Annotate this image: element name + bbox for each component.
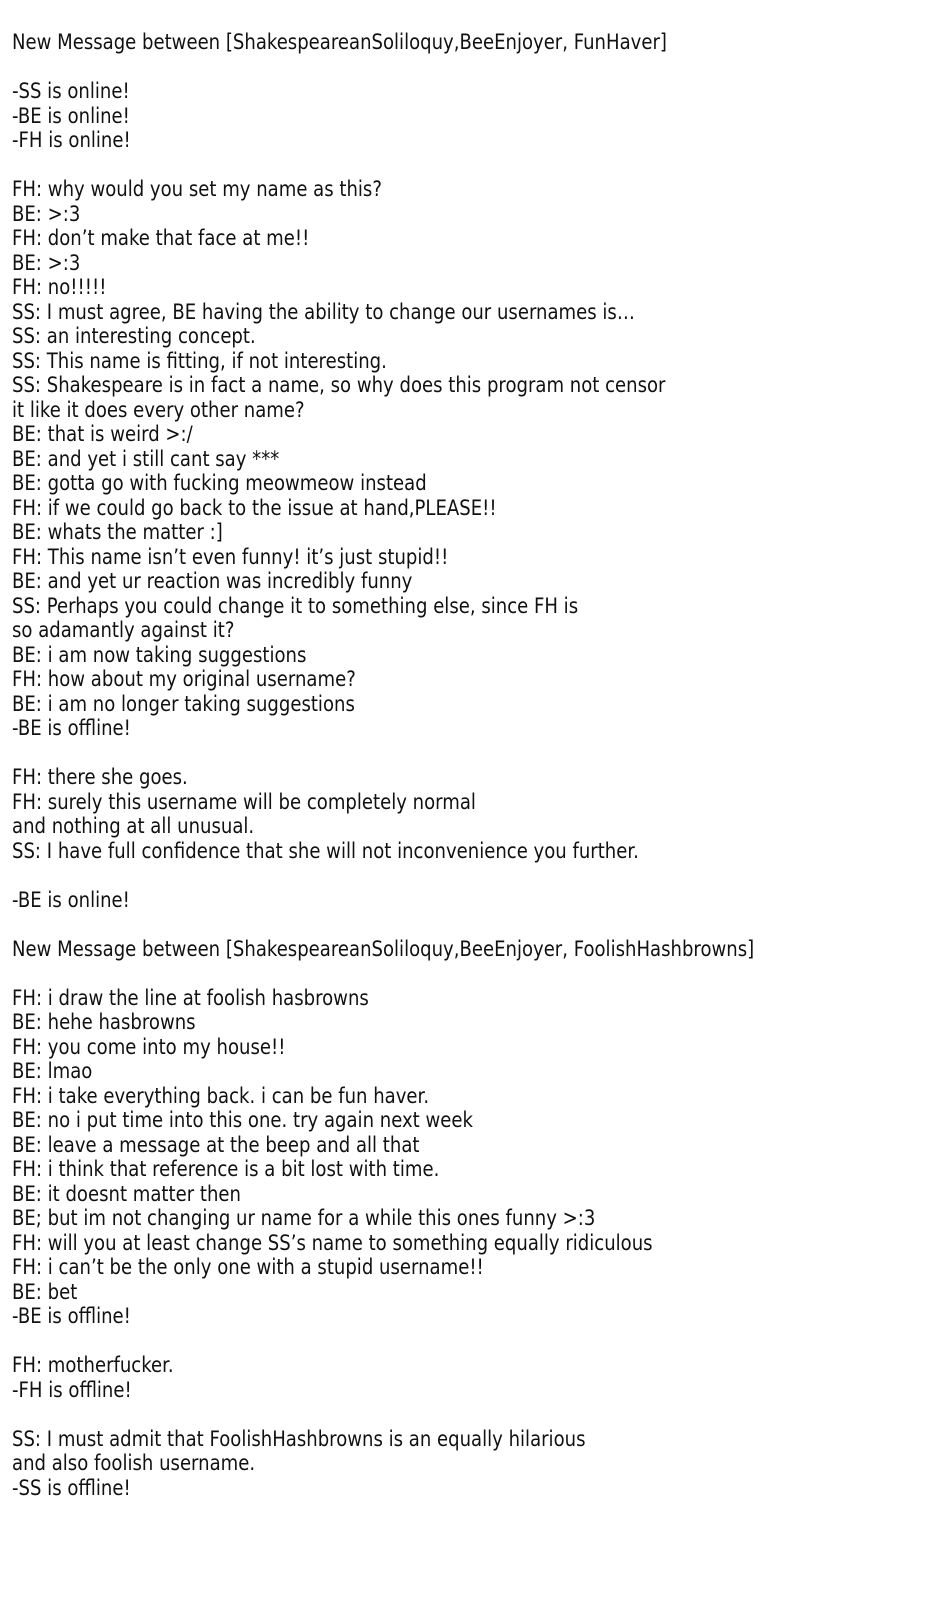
presence-status-line: -BE is offline! — [12, 716, 131, 740]
chat-message-line: SS: I have full confidence that she will not inconvenience you further. — [12, 838, 639, 863]
chat-message-line: FH: no!!!!! — [12, 275, 107, 299]
chat-message-line: BE: i am no longer taking suggestions — [12, 691, 355, 716]
chat-message-line: FH: i draw the line at foolish hasbrowns — [12, 985, 369, 1010]
chat-message-line: BE: hehe hasbrowns — [12, 1010, 196, 1034]
presence-status-line: -BE is offline! — [12, 1304, 131, 1328]
chat-message-line: BE: no i put time into this one. try again next week — [12, 1108, 473, 1132]
chat-message-line: FH: why would you set my name as this? — [12, 177, 382, 201]
chat-message-line: FH: you come into my house!! — [12, 1034, 286, 1059]
presence-status-line: -FH is offline! — [12, 1377, 132, 1402]
chat-message-line: and nothing at all unusual. — [12, 814, 255, 838]
chat-message-line: FH: This name isn’t even funny! it’s just stupid!! — [12, 544, 449, 569]
blank-line — [12, 153, 803, 178]
chat-message-line: FH: if we could go back to the issue at hand,PLEASE!! — [12, 495, 497, 520]
chat-message-line: SS: This name is fitting, if not interesting. — [12, 348, 387, 373]
chat-message-line: BE: it doesnt matter then — [12, 1181, 241, 1206]
chat-message-line: BE: that is weird >:/ — [12, 422, 193, 446]
presence-status-line: -BE is online! — [12, 887, 130, 912]
chat-message-line: BE: whats the matter :] — [12, 520, 223, 544]
chat-transcript — [12, 30, 932, 1500]
chat-message-line: BE: >:3 — [12, 250, 81, 275]
chat-message-line: FH: don’t make that face at me!! — [12, 226, 310, 250]
chat-message-line: BE: bet — [12, 1279, 78, 1304]
blank-line — [12, 55, 803, 80]
chat-message-line: FH: surely this username will be completely normal — [12, 789, 476, 814]
blank-line — [12, 961, 803, 986]
chat-message-line: BE: gotta go with fucking meowmeow instead — [12, 471, 427, 495]
chat-message-line: FH: will you at least change SS’s name to something equally ridiculous — [12, 1230, 653, 1255]
chat-message-line: BE: and yet i still cant say *** — [12, 446, 280, 471]
blank-line — [12, 863, 803, 888]
chat-message-line: BE: >:3 — [12, 201, 81, 226]
chat-message-line: SS: Shakespeare is in fact a name, so why does this program not censor — [12, 373, 666, 397]
chat-message-line: and also foolish username. — [12, 1451, 256, 1475]
presence-status-line: -SS is offline! — [12, 1475, 131, 1500]
chat-message-line: FH: i think that reference is a bit lost with time. — [12, 1157, 440, 1181]
presence-status-line: -FH is online! — [12, 128, 131, 152]
presence-status-line: -BE is online! — [12, 103, 130, 128]
chat-message-line: FH: i take everything back. i can be fun haver. — [12, 1083, 430, 1108]
blank-line — [12, 1402, 803, 1427]
chat-message-line: SS: an interesting concept. — [12, 324, 256, 348]
chat-message-line: BE: leave a message at the beep and all that — [12, 1132, 420, 1157]
chat-message-line: SS: Perhaps you could change it to something else, since FH is — [12, 593, 579, 618]
blank-line — [12, 1329, 803, 1354]
chat-message-line: FH: i can’t be the only one with a stupid username!! — [12, 1255, 484, 1279]
chat-message-line: BE; but im not changing ur name for a while this ones funny >:3 — [12, 1206, 596, 1230]
blank-line — [12, 912, 803, 937]
chat-message-line: BE: i am now taking suggestions — [12, 642, 307, 667]
chat-message-line: it like it does every other name? — [12, 397, 305, 422]
chat-message-line: so adamantly against it? — [12, 618, 235, 642]
chat-message-line: FH: there she goes. — [12, 765, 188, 789]
blank-line — [12, 741, 803, 766]
presence-status-line: -SS is online! — [12, 79, 130, 103]
conversation-header: New Message between [ShakespeareanSoliloquy,BeeEnjoyer, FoolishHashbrowns] — [12, 936, 755, 961]
chat-message-line: FH: how about my original username? — [12, 667, 356, 691]
chat-message-line: SS: I must admit that FoolishHashbrowns is an equally hilarious — [12, 1426, 586, 1451]
conversation-header: New Message between [ShakespeareanSoliloquy,BeeEnjoyer, FunHaver] — [12, 30, 667, 54]
chat-message-line: BE: lmao — [12, 1059, 93, 1083]
chat-message-line: FH: motherfucker. — [12, 1353, 174, 1377]
chat-message-line: BE: and yet ur reaction was incredibly funny — [12, 569, 413, 593]
chat-message-line: SS: I must agree, BE having the ability to change our usernames is… — [12, 299, 635, 324]
